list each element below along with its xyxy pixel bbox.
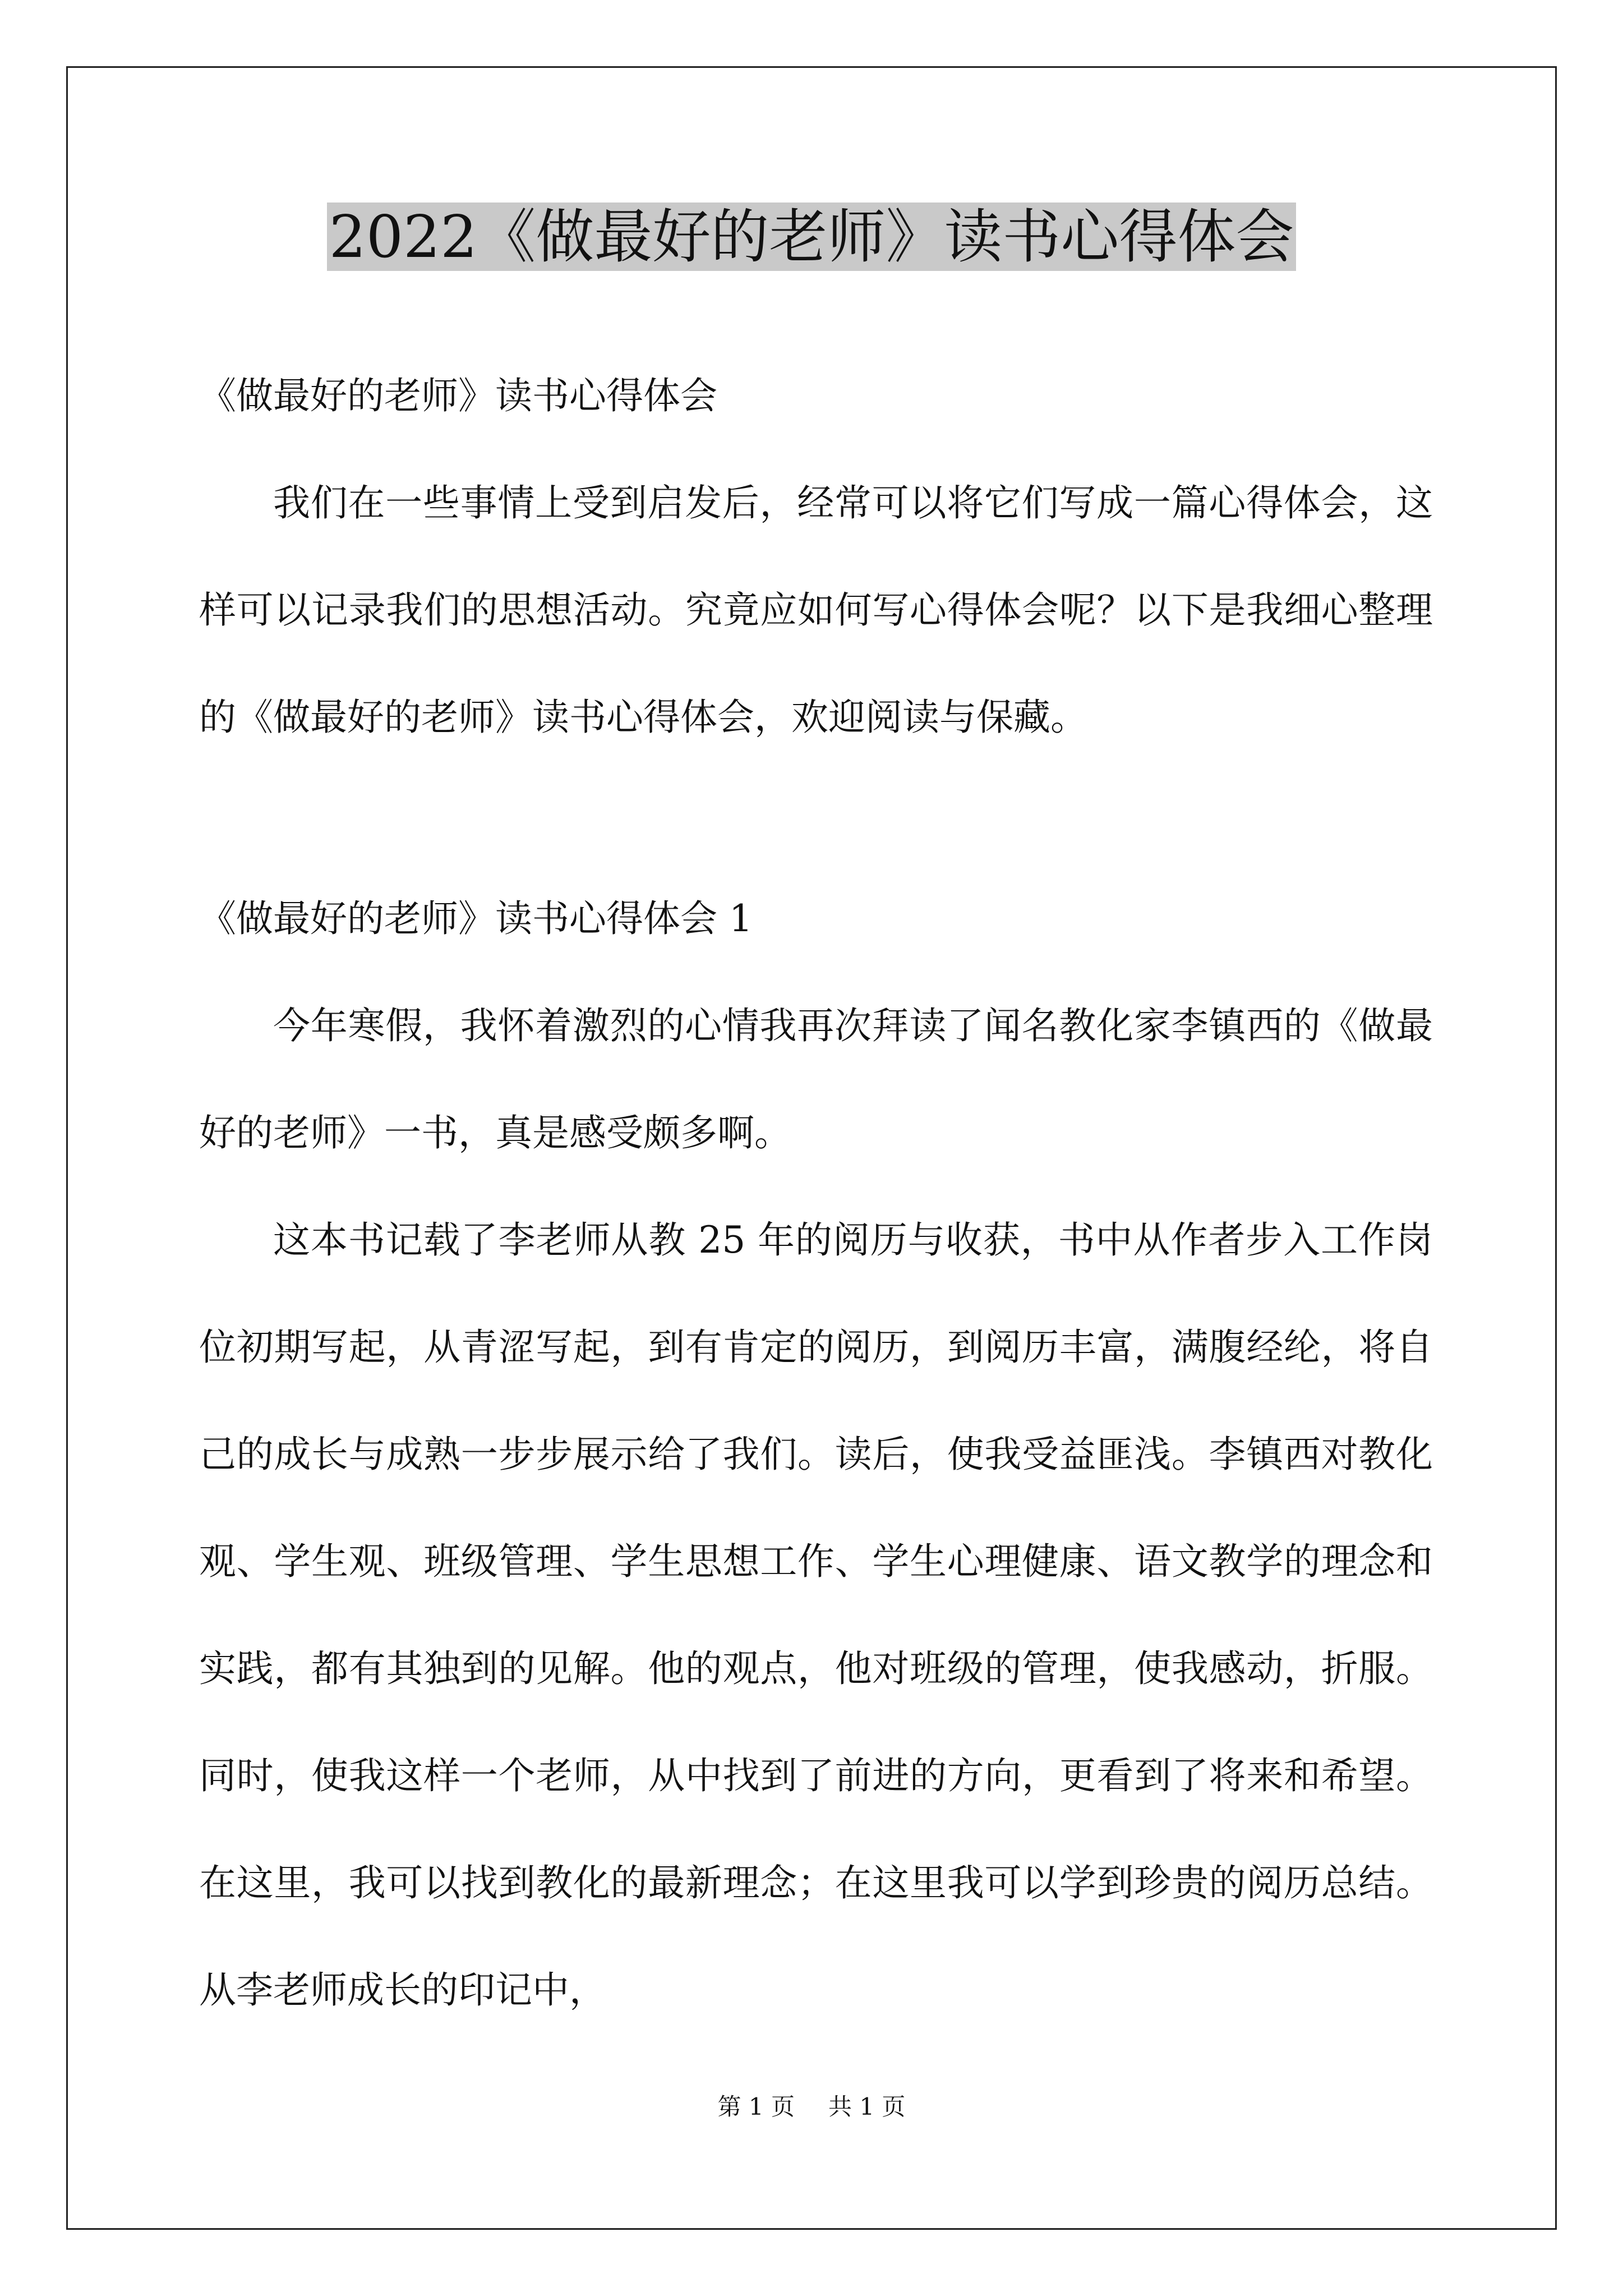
document-title-text: 2022《做最好的老师》读书心得体会 [327, 203, 1297, 271]
body-paragraph-1: 今年寒假，我怀着激烈的心情我再次拜读了闻名教化家李镇西的《做最好的老师》一书，真是感受颇多啊。 [199, 1004, 1433, 1154]
body-paragraph-2: 这本书记载了李老师从教 25 年的阅历与收获，书中从作者步入工作岗位初期写起，从青涩写起，到有肯定的阅历，到阅历丰富，满腹经纶，将自己的成长与成熟一步步展示给了我们。读后，使我受益匪浅。李镇西对教化观、学生观、班级管理、学生思想工作、学生心理健康、语文教学的理念和实践，都有其独到的见解。他的观点，他对班级的管理，使我感动，折服。同时，使我这样一个老师，从中找到了前进的方向，更看到了将来和希望。在这里，我可以找到教化的最新理念；在这里我可以学到珍贵的阅历总结。从李老师成长的印记中， [199, 1218, 1433, 2012]
document-body [199, 342, 1433, 2044]
page-number-current: 第 1 页 [717, 2093, 795, 2120]
document-title [0, 197, 1623, 276]
page-number-total: 共 1 页 [828, 2093, 906, 2120]
section-heading: 《做最好的老师》读书心得体会 1 [199, 897, 753, 940]
subtitle: 《做最好的老师》读书心得体会 [199, 374, 717, 417]
page-footer [0, 2090, 1623, 2124]
intro-paragraph: 我们在一些事情上受到启发后，经常可以将它们写成一篇心得体会，这样可以记录我们的思想活动。究竟应如何写心得体会呢？以下是我细心整理的《做最好的老师》读书心得体会，欢迎阅读与保藏。 [199, 481, 1433, 739]
